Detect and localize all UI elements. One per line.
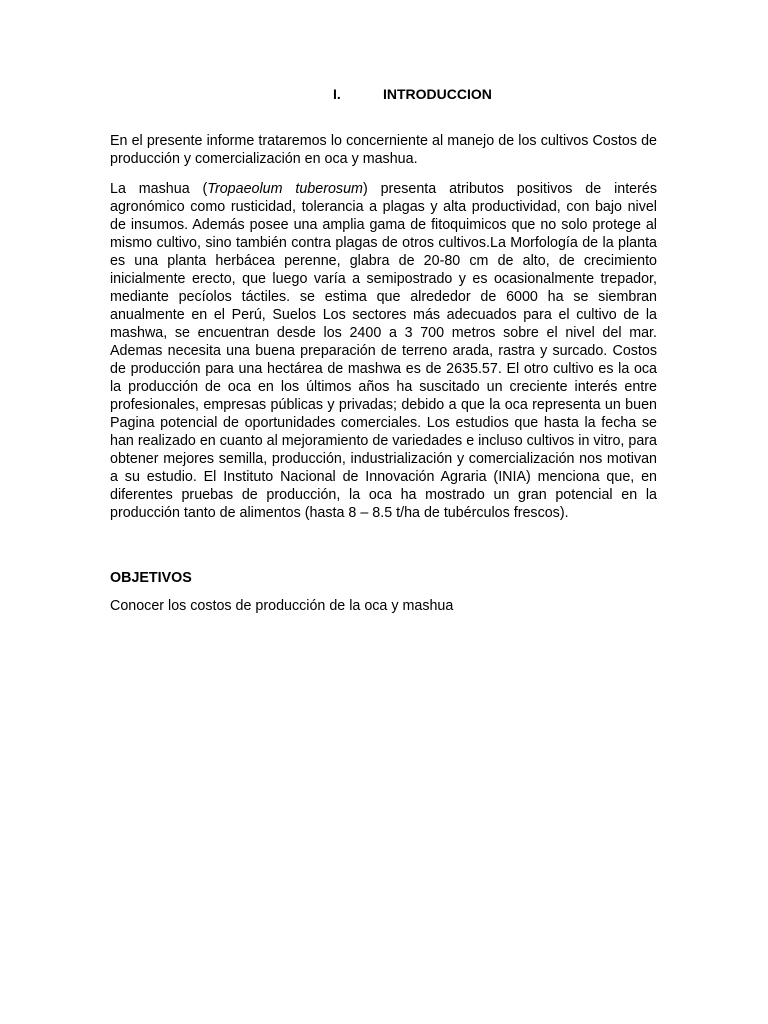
objectives-heading: OBJETIVOS bbox=[110, 570, 192, 586]
section-number: I. bbox=[333, 86, 341, 102]
section-title-introduccion: INTRODUCCION bbox=[383, 86, 492, 102]
section-heading bbox=[333, 86, 492, 103]
body-text-start: La mashua ( bbox=[110, 181, 208, 197]
intro-paragraph: En el presente informe trataremos lo concerniente al manejo de los cultivos Costos de producción y comercialización en oca y mashua. bbox=[110, 133, 657, 167]
objectives-text: Conocer los costos de producción de la oca y mashua bbox=[110, 598, 454, 614]
body-text-rest: ) presenta atributos positivos de interés agronómico como rusticidad, tolerancia a plagas y alta productividad, con bajo nivel de insumos. Además posee una amplia gama de fitoquimicos que no solo protege al mismo cultivo, sino también contra plagas de otros cultivos.La Morfología de la planta es una planta herbácea perenne, glabra de 20-80 cm de alto, de crecimiento inicialmente erecto, que luego varía a semipostrado y es ocasionalmente trepador, mediante pecíolos táctiles. se estima que alrededor de 6000 ha se siembran anualmente en el Perú, Suelos Los sectores más adecuados para el cultivo de la mashwa, se encuentran desde los 2400 a 3 700 metros sobre el nivel del mar. Ademas necesita una buena preparación de terreno arada, rastra y surcado. Costos de producción para una hectárea de mashwa es de 2635.57. El otro cultivo es la oca la producción de oca en los últimos años ha suscitado un creciente interés entre profesionales, empresas públicas y privadas; debido a que la oca representa un buen Pagina potencial de oportunidades comerciales. Los estudios que hasta la fecha se han realizado en cuanto al mejoramiento de variedades e incluso cultivos in vitro, para obtener mejores semilla, producción, industrialización y comercialización nos motivan a su estudio. El Instituto Nacional de Innovación Agraria (INIA) menciona que, en diferentes pruebas de producción, la oca ha mostrado un gran potencial en la producción tanto de alimentos (hasta 8 – 8.5 t/ha de tubérculos frescos). bbox=[110, 181, 657, 521]
body-paragraph bbox=[110, 180, 657, 522]
species-name: Tropaeolum tuberosum bbox=[207, 181, 363, 197]
